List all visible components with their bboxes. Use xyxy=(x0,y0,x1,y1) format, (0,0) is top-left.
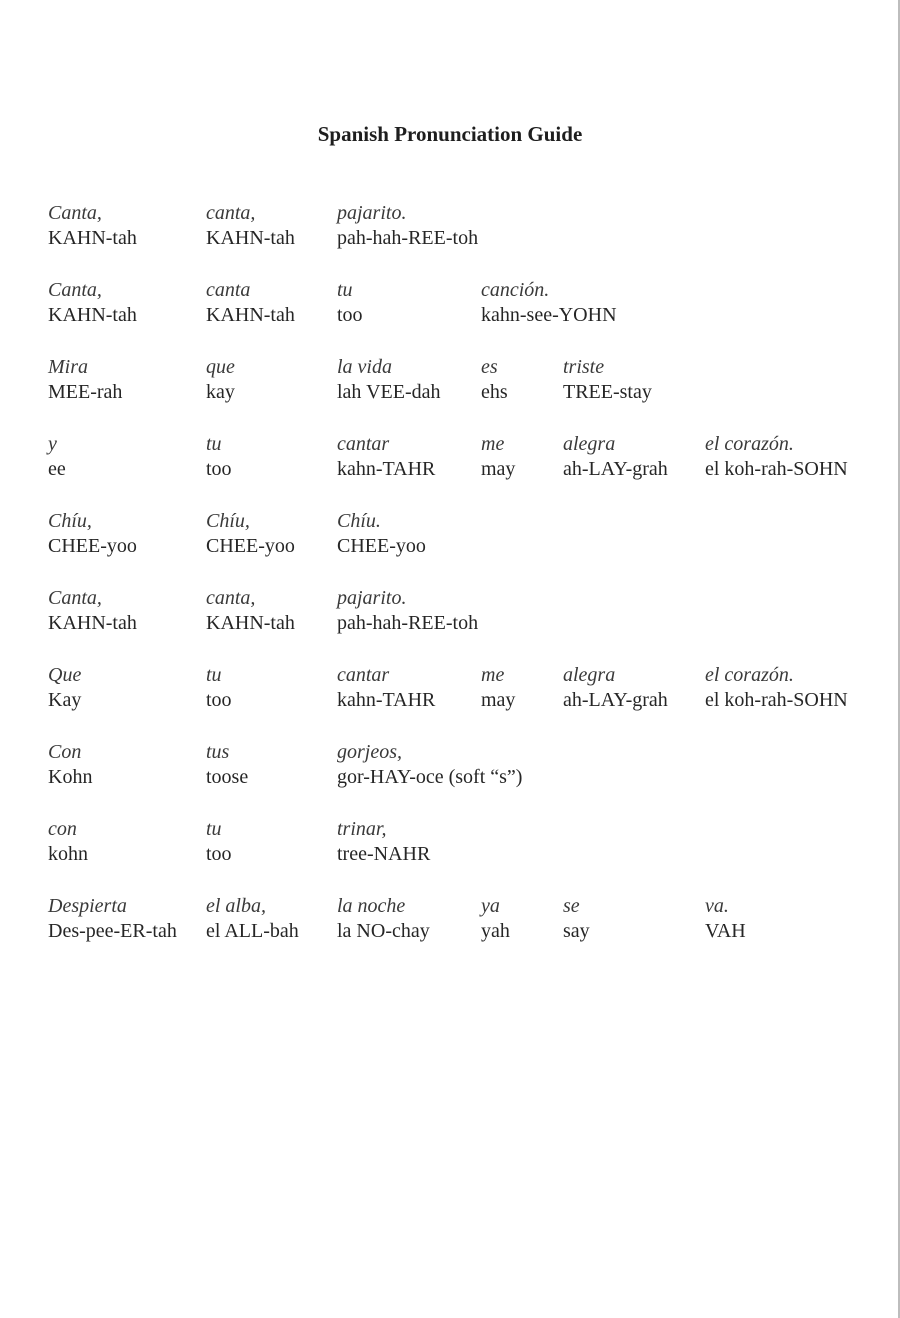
word-pair xyxy=(48,586,137,636)
word-pair xyxy=(206,817,232,867)
word-pair xyxy=(337,355,441,405)
pronunciation: KAHN-tah xyxy=(48,612,137,634)
pronunciation: kahn-TAHR xyxy=(337,689,436,711)
spanish-word: la vida xyxy=(337,356,392,378)
spanish-word: pajarito. xyxy=(337,202,407,224)
spanish-word: me xyxy=(481,664,505,686)
pronunciation: gor-HAY-oce (soft “s”) xyxy=(337,766,523,788)
pronunciation: CHEE-yoo xyxy=(206,535,295,557)
word-pair xyxy=(206,894,299,944)
word-pair xyxy=(337,663,435,713)
word-pair xyxy=(48,432,66,482)
spanish-word: tus xyxy=(206,741,230,763)
spanish-word: con xyxy=(48,818,77,840)
word-pair xyxy=(337,432,435,482)
spanish-word: el corazón. xyxy=(705,433,794,455)
spanish-word: canta xyxy=(206,279,251,301)
spanish-word: va. xyxy=(705,895,729,917)
word-pair xyxy=(337,894,430,944)
verse-line-1 xyxy=(0,201,880,261)
spanish-word: el corazón. xyxy=(705,664,794,686)
pronunciation: Kohn xyxy=(48,766,93,788)
spanish-word: la noche xyxy=(337,895,406,917)
verse-line-10 xyxy=(0,894,880,954)
pronunciation: ah-LAY-grah xyxy=(563,689,668,711)
verse-line-3 xyxy=(0,355,880,415)
spanish-word: tu xyxy=(337,279,353,301)
word-pair xyxy=(206,509,295,559)
pronunciation: KAHN-tah xyxy=(48,227,137,249)
verse-line-9 xyxy=(0,817,880,877)
spanish-word: Chíu, xyxy=(48,510,92,532)
spanish-word: se xyxy=(563,895,580,917)
word-pair xyxy=(337,740,522,790)
pronunciation: tree-NAHR xyxy=(337,843,431,865)
word-pair xyxy=(206,432,232,482)
word-pair xyxy=(206,740,248,790)
word-pair xyxy=(206,201,295,251)
word-pair xyxy=(206,586,295,636)
word-pair xyxy=(337,201,478,251)
spanish-word: ya xyxy=(481,895,500,917)
spanish-word: triste xyxy=(563,356,605,378)
pronunciation: say xyxy=(563,920,590,942)
pronunciation: too xyxy=(206,843,232,865)
pronunciation: pah-hah-REE-toh xyxy=(337,227,479,249)
verse-line-2 xyxy=(0,278,880,338)
spanish-word: me xyxy=(481,433,505,455)
word-pair xyxy=(563,355,652,405)
word-pair xyxy=(563,894,590,944)
spanish-word: cantar xyxy=(337,664,390,686)
pronunciation: yah xyxy=(481,920,510,942)
pronunciation: kahn-TAHR xyxy=(337,458,436,480)
spanish-word: es xyxy=(481,356,498,378)
spanish-word: Chíu, xyxy=(206,510,250,532)
spanish-word: Despierta xyxy=(48,895,127,917)
pronunciation: KAHN-tah xyxy=(206,304,295,326)
pronunciation: pah-hah-REE-toh xyxy=(337,612,479,634)
spanish-word: trinar, xyxy=(337,818,387,840)
pronunciation: lah VEE-dah xyxy=(337,381,441,403)
pronunciation: ah-LAY-grah xyxy=(563,458,668,480)
word-pair xyxy=(705,432,848,482)
spanish-word: tu xyxy=(206,818,222,840)
spanish-word: tu xyxy=(206,664,222,686)
spanish-word: Canta, xyxy=(48,587,102,609)
pronunciation: too xyxy=(206,458,232,480)
word-pair xyxy=(481,663,515,713)
word-pair xyxy=(481,355,508,405)
pronunciation: ehs xyxy=(481,381,508,403)
pronunciation: el koh-rah-SOHN xyxy=(705,689,848,711)
spanish-word: alegra xyxy=(563,433,616,455)
word-pair xyxy=(48,894,177,944)
spanish-word: y xyxy=(48,433,57,455)
word-pair xyxy=(337,278,363,328)
word-pair xyxy=(48,278,137,328)
pronunciation: Des-pee-ER-tah xyxy=(48,920,177,942)
word-pair xyxy=(563,663,668,713)
pronunciation: CHEE-yoo xyxy=(48,535,137,557)
verse-line-7 xyxy=(0,663,880,723)
pronunciation: too xyxy=(206,689,232,711)
pronunciation: el koh-rah-SOHN xyxy=(705,458,848,480)
pronunciation: el ALL-bah xyxy=(206,920,299,942)
word-pair xyxy=(481,278,617,328)
pronunciation: may xyxy=(481,458,516,480)
spanish-word: Con xyxy=(48,741,82,763)
pronunciation: la NO-chay xyxy=(337,920,430,942)
spanish-word: canta, xyxy=(206,202,256,224)
spanish-word: alegra xyxy=(563,664,616,686)
pronunciation: VAH xyxy=(705,920,746,942)
pronunciation: ee xyxy=(48,458,66,480)
spanish-word: Canta, xyxy=(48,279,102,301)
pronunciation: kohn xyxy=(48,843,88,865)
spanish-word: Chíu. xyxy=(337,510,381,532)
spanish-word: el alba, xyxy=(206,895,266,917)
word-pair xyxy=(481,894,510,944)
spanish-word: Que xyxy=(48,664,82,686)
pronunciation: too xyxy=(337,304,363,326)
spanish-word: que xyxy=(206,356,235,378)
spanish-word: canta, xyxy=(206,587,256,609)
word-pair xyxy=(206,663,232,713)
word-pair xyxy=(705,663,848,713)
pronunciation: KAHN-tah xyxy=(206,612,295,634)
pronunciation: MEE-rah xyxy=(48,381,123,403)
word-pair xyxy=(337,509,426,559)
pronunciation: kahn-see-YOHN xyxy=(481,304,617,326)
word-pair xyxy=(337,586,478,636)
verse-line-6 xyxy=(0,586,880,646)
pronunciation: toose xyxy=(206,766,249,788)
word-pair xyxy=(481,432,515,482)
spanish-word: gorjeos, xyxy=(337,741,402,763)
spanish-word: tu xyxy=(206,433,222,455)
word-pair xyxy=(48,663,81,713)
word-pair xyxy=(705,894,746,944)
word-pair xyxy=(48,817,88,867)
word-pair xyxy=(206,278,295,328)
word-pair xyxy=(337,817,430,867)
spanish-word: cantar xyxy=(337,433,390,455)
spanish-word: Canta, xyxy=(48,202,102,224)
word-pair xyxy=(48,201,137,251)
word-pair xyxy=(563,432,668,482)
spanish-word: pajarito. xyxy=(337,587,407,609)
verse-line-4 xyxy=(0,432,880,492)
pronunciation: KAHN-tah xyxy=(206,227,295,249)
pronunciation: KAHN-tah xyxy=(48,304,137,326)
pronunciation: Kay xyxy=(48,689,82,711)
pronunciation: TREE-stay xyxy=(563,381,652,403)
spanish-word: Mira xyxy=(48,356,88,378)
spanish-word: canción. xyxy=(481,279,550,301)
word-pair xyxy=(48,740,92,790)
page-title: Spanish Pronunciation Guide xyxy=(317,122,583,146)
word-pair xyxy=(48,509,137,559)
word-pair xyxy=(206,355,235,405)
pronunciation: may xyxy=(481,689,516,711)
verse-line-5 xyxy=(0,509,880,569)
pronunciation: kay xyxy=(206,381,235,403)
verse-line-8 xyxy=(0,740,880,800)
pronunciation: CHEE-yoo xyxy=(337,535,426,557)
word-pair xyxy=(48,355,122,405)
